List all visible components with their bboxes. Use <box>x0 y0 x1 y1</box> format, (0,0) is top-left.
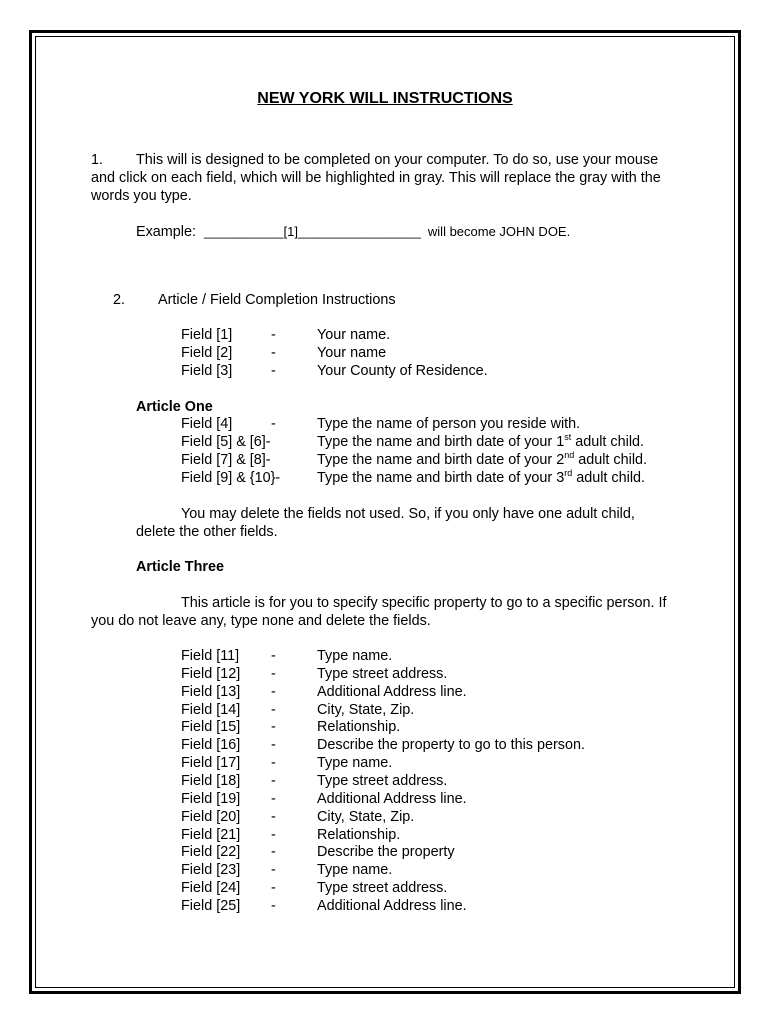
field-instruction: Relationship. <box>317 719 401 736</box>
field-dash: - <box>271 737 276 754</box>
article-one-row <box>0 433 770 451</box>
field-dash: - <box>271 844 276 861</box>
field-instruction: Type the name of person you reside with. <box>317 416 581 432</box>
field-label: Field [23] <box>181 862 241 879</box>
field-instruction: Type name. <box>317 755 393 772</box>
field-instruction: Type name. <box>317 862 393 879</box>
field-instruction: Type street address. <box>317 880 448 897</box>
article-three-field-row <box>0 879 770 897</box>
intro-field-row <box>0 362 770 380</box>
field-instruction: Your County of Residence. <box>317 362 488 379</box>
field-dash: - <box>271 897 276 914</box>
article-three-field-row <box>0 826 770 844</box>
field-label: Field [13] <box>181 683 241 700</box>
field-instruction: Your name. <box>317 327 391 343</box>
article-one-row <box>0 451 770 469</box>
article-three-field-row <box>0 843 770 861</box>
section-2-heading: Article / Field Completion Instructions <box>158 292 396 308</box>
document-title: NEW YORK WILL INSTRUCTIONS <box>257 90 513 107</box>
article-three-field-row <box>0 861 770 879</box>
article-one-heading: Article One <box>136 399 213 415</box>
field-dash: - <box>271 790 276 807</box>
field-dash: - <box>271 344 276 361</box>
field-instruction: Type the name and birth date of your 1st adult child. <box>317 432 645 450</box>
field-dash: - <box>271 862 276 879</box>
field-label: Field [25] <box>181 897 241 914</box>
field-dash: - <box>271 755 276 772</box>
field-instruction: Your name <box>317 344 387 361</box>
field-label: Field [21] <box>181 826 241 843</box>
article-three-field-row <box>0 718 770 736</box>
field-label: Field [19] <box>181 790 241 807</box>
field-label: Field [1] <box>181 327 233 343</box>
article-three-field-row <box>0 736 770 754</box>
field-dash: - <box>271 701 276 718</box>
field-instruction: Type street address. <box>317 665 448 682</box>
article-three-field-row <box>0 808 770 826</box>
field-label: Field [3] <box>181 362 233 379</box>
field-instruction: Additional Address line. <box>317 897 467 914</box>
field-instruction: Type the name and birth date of your 3rd adult child. <box>317 468 646 486</box>
field-label: Field [12] <box>181 665 241 682</box>
article-one-row <box>0 415 770 433</box>
field-label: Field [20] <box>181 808 241 825</box>
article-one-note: You may delete the fields not used. So, if you only have one adult child, delete the other fields. <box>136 506 635 540</box>
example-result: will become JOHN DOE. <box>427 224 571 239</box>
field-label: Field [16] <box>181 737 241 754</box>
field-label: Field [9] & {10}- <box>181 470 281 486</box>
article-three-intro: This article is for you to specify specific property to go to a specific person. If you do not leave any, type none and delete the fields. <box>91 595 667 629</box>
field-label: Field [22] <box>181 844 241 861</box>
field-instruction: Type name. <box>317 648 393 664</box>
field-label: Field [5] & [6]- <box>181 434 271 450</box>
article-three-field-row <box>0 754 770 772</box>
field-label: Field [2] <box>181 344 233 361</box>
intro-field-row <box>0 344 770 362</box>
example-line <box>136 223 570 241</box>
field-label: Field [18] <box>181 772 241 789</box>
field-instruction: Type street address. <box>317 772 448 789</box>
field-dash: - <box>271 362 276 379</box>
field-instruction: Additional Address line. <box>317 683 467 700</box>
article-three-heading: Article Three <box>136 559 224 575</box>
field-label: Field [17] <box>181 755 241 772</box>
field-dash: - <box>271 880 276 897</box>
field-label: Field [24] <box>181 880 241 897</box>
field-dash: - <box>271 719 276 736</box>
article-three-field-row <box>0 665 770 683</box>
article-three-field-row <box>0 772 770 790</box>
field-label: Field [15] <box>181 719 241 736</box>
intro-field-row <box>0 326 770 344</box>
field-dash: - <box>271 772 276 789</box>
field-instruction: Relationship. <box>317 826 401 843</box>
field-dash: - <box>271 327 276 343</box>
example-field[interactable]: ___________[1]_________________ <box>204 224 421 239</box>
field-instruction: City, State, Zip. <box>317 701 415 718</box>
field-dash: - <box>271 648 276 664</box>
field-label: Field [4] <box>181 416 233 432</box>
example-label: Example: <box>136 224 196 240</box>
article-three-field-row <box>0 897 770 915</box>
field-instruction: Additional Address line. <box>317 790 467 807</box>
field-label: Field [7] & [8]- <box>181 452 271 468</box>
field-instruction: Type the name and birth date of your 2nd adult child. <box>317 450 648 468</box>
field-instruction: Describe the property to go to this person. <box>317 737 585 754</box>
article-three-field-row <box>0 683 770 701</box>
article-one-row <box>0 469 770 487</box>
section-1-text: This will is designed to be completed on your computer. To do so, use your mouse and click on each field, which will be highlighted in gray. This will replace the gray with the words you type. <box>91 152 661 204</box>
field-label: Field [11] <box>181 648 240 664</box>
section-2-number: 2. <box>113 292 126 308</box>
article-three-field-row <box>0 790 770 808</box>
field-instruction: City, State, Zip. <box>317 808 415 825</box>
article-three-field-row <box>0 647 770 665</box>
field-label: Field [14] <box>181 701 241 718</box>
field-instruction: Describe the property <box>317 844 455 861</box>
field-dash: - <box>271 808 276 825</box>
field-dash: - <box>271 665 276 682</box>
article-three-field-row <box>0 701 770 719</box>
field-dash: - <box>271 683 276 700</box>
section-1-number: 1. <box>91 152 104 168</box>
field-dash: - <box>271 416 276 432</box>
field-dash: - <box>271 826 276 843</box>
